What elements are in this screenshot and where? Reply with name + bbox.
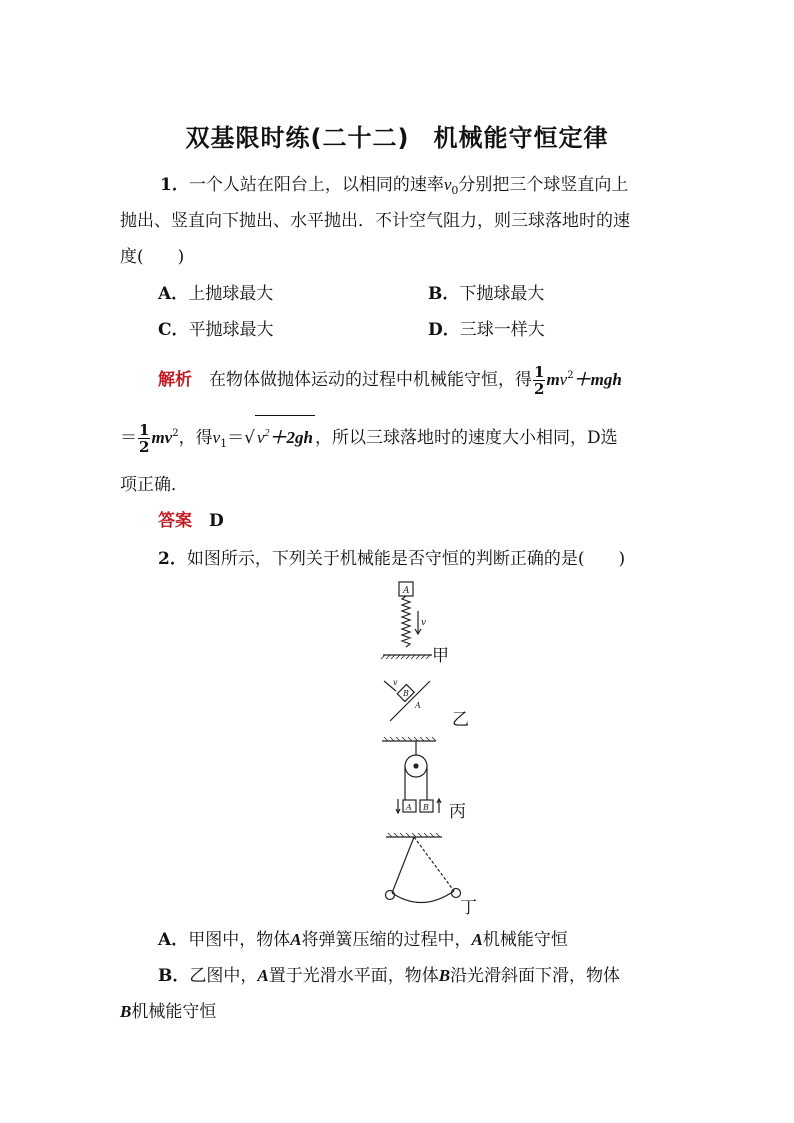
- block-a-bing-label: A: [406, 803, 412, 812]
- analysis-text-1: 在物体做抛体运动的过程中机械能守恒，得: [209, 370, 532, 390]
- frac-num: 1: [534, 363, 545, 381]
- rod-left: [392, 837, 414, 893]
- v-label: v: [421, 618, 427, 628]
- var-mv: mv: [151, 428, 173, 447]
- rad-v: v: [256, 428, 265, 447]
- q2-option-a[interactable]: [158, 929, 568, 951]
- var-m: m: [546, 370, 560, 389]
- q1-analysis-line-1: [158, 358, 622, 398]
- block-a-label: A: [403, 586, 410, 596]
- sup-2: 2: [172, 428, 179, 439]
- option-letter: A．: [158, 930, 189, 950]
- q1-option-b[interactable]: [428, 283, 544, 305]
- q2-number: 2．: [158, 549, 187, 569]
- radicand: [255, 415, 315, 456]
- equals-2: ＝: [227, 428, 245, 448]
- rad-sup: 2: [264, 428, 270, 439]
- title-series: 双基限时练(二十二): [185, 124, 410, 152]
- analysis-label: 解析: [158, 370, 192, 390]
- option-letter: D．: [428, 320, 460, 340]
- opt-a-text-2: 将弹簧压缩的过程中，: [301, 930, 472, 950]
- title-topic: 机械能守恒定律: [433, 124, 609, 152]
- option-letter: A．: [158, 284, 189, 304]
- analysis-text-2b: ，所以三球落地时的速度大小相同，D选: [315, 428, 618, 448]
- var-v: v: [559, 370, 568, 389]
- figure-yi: [384, 678, 430, 721]
- sup-2: 2: [567, 370, 574, 381]
- incline-surface: [390, 681, 430, 721]
- block-b-bing-label: B: [423, 803, 429, 812]
- figure-ding: [386, 833, 461, 903]
- opt-b-var-b2: B: [120, 1002, 132, 1021]
- opt-b-var-b: B: [438, 966, 451, 985]
- analysis-text-2a: ，得: [178, 428, 213, 448]
- sqrt-sign: √: [244, 428, 255, 448]
- swing-arc: [392, 891, 454, 903]
- pulley-axle: [414, 764, 418, 768]
- option-letter: C．: [158, 320, 189, 340]
- page-title: [0, 118, 794, 153]
- answer-label: 答案: [158, 511, 192, 531]
- mechanics-figure: [370, 575, 490, 915]
- v-label-yi: v: [393, 678, 398, 687]
- option-text: 平抛球最大: [188, 320, 274, 340]
- opt-b-var-a: A: [257, 966, 269, 985]
- figure-bing: [382, 737, 441, 813]
- fraction-one-half-2: [138, 422, 150, 455]
- q1-v: v: [443, 175, 452, 194]
- label-ding: 丁: [460, 898, 477, 918]
- q1-option-a[interactable]: [158, 283, 273, 305]
- option-text: 下抛球最大: [459, 284, 545, 304]
- opt-a-var-1: A: [290, 930, 302, 949]
- frac-den: 2: [534, 380, 545, 398]
- option-text: 三球一样大: [459, 320, 545, 340]
- opt-a-text-1: 甲图中，物体: [188, 930, 291, 950]
- opt-b-text-1: 乙图中，: [189, 966, 258, 986]
- opt-b-text-2: 置于光滑水平面，物体: [268, 966, 439, 986]
- q1-line-1: [160, 174, 628, 202]
- rod-right: [414, 837, 454, 891]
- equals: ＝: [120, 428, 137, 448]
- spring: [402, 596, 410, 647]
- v1-sub: 1: [220, 437, 228, 450]
- rad-rest: ＋2gh: [269, 428, 313, 447]
- q1-line-3: 度( ): [120, 247, 185, 267]
- q2-stem: [158, 548, 625, 570]
- block-b-label: B: [403, 689, 409, 698]
- q1-analysis-line-2: [120, 415, 618, 462]
- opt-b-text-3: 沿光滑斜面下滑，物体: [450, 966, 621, 986]
- opt-a-text-3: 机械能守恒: [482, 930, 568, 950]
- q1-number: 1．: [160, 175, 189, 195]
- q1-option-d[interactable]: [428, 319, 545, 341]
- figure-jia: [381, 582, 432, 659]
- q2-stem-text: 如图所示，下列关于机械能是否守恒的判断正确的是( ): [186, 549, 626, 569]
- wedge-a-label: A: [415, 701, 421, 710]
- var-v1: v: [212, 428, 221, 447]
- opt-b-text-4: 机械能守恒: [131, 1002, 217, 1022]
- frac-num: 1: [139, 421, 150, 439]
- q1-analysis-line-3: 项正确．: [120, 475, 188, 495]
- label-bing: 丙: [449, 802, 466, 822]
- q1-text-a: 一个人站在阳台上，以相同的速率: [188, 175, 444, 195]
- plus-mgh: ＋mgh: [573, 370, 622, 389]
- option-text: 上抛球最大: [188, 284, 274, 304]
- ball-left: [386, 891, 395, 900]
- opt-a-var-2: A: [471, 930, 483, 949]
- q1-answer: [158, 510, 224, 532]
- sqrt-expression: [244, 415, 315, 456]
- q1-v-sub: 0: [451, 184, 459, 197]
- q2-option-b-cont: [120, 1001, 216, 1023]
- q1-option-c[interactable]: [158, 319, 274, 341]
- option-letter: B．: [428, 284, 460, 304]
- option-letter: B．: [158, 966, 190, 986]
- answer-value: D: [209, 511, 224, 531]
- label-yi: 乙: [452, 710, 469, 730]
- q2-option-b[interactable]: [158, 965, 620, 987]
- q1-text-b: 分别把三个球竖直向上: [458, 175, 629, 195]
- frac-den: 2: [139, 438, 150, 456]
- q1-line-2: 抛出、竖直向下抛出、水平抛出．不计空气阻力，则三球落地时的速: [120, 211, 630, 231]
- fraction-one-half: [533, 364, 545, 397]
- label-jia: 甲: [432, 646, 449, 666]
